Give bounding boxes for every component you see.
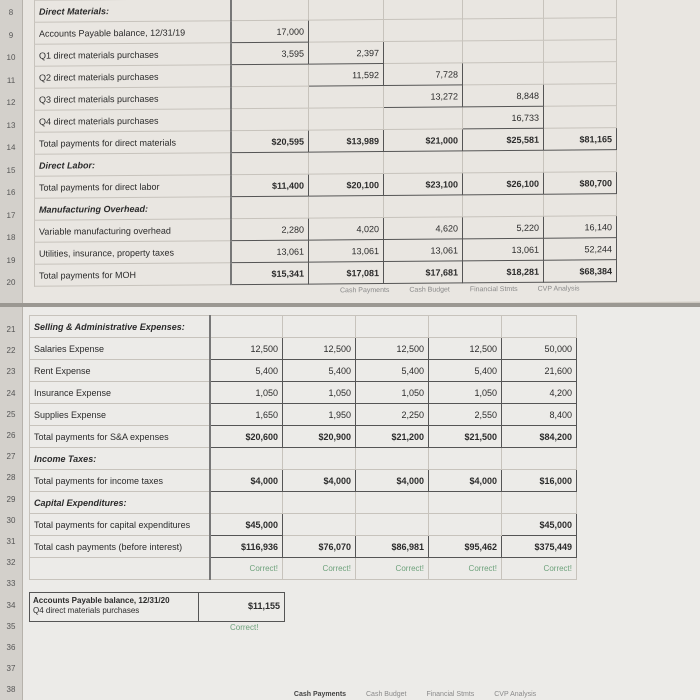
value-cell[interactable]: [429, 514, 502, 536]
value-cell[interactable]: 8,400: [502, 404, 577, 426]
value-cell[interactable]: [502, 316, 577, 338]
value-cell[interactable]: [544, 18, 617, 41]
row-number[interactable]: 29: [6, 494, 16, 504]
value-cell[interactable]: [210, 316, 283, 338]
value-cell[interactable]: [210, 448, 283, 470]
row-label-cell[interactable]: Q4 direct materials purchases: [35, 109, 231, 133]
value-cell[interactable]: 2,397: [309, 41, 384, 64]
row-label-cell[interactable]: Total payments for MOH: [35, 263, 231, 287]
cash-payments-grid-top: [34, 0, 617, 287]
row-number[interactable]: 38: [6, 685, 16, 695]
value-cell[interactable]: $76,070: [283, 536, 356, 558]
value-cell[interactable]: 13,061: [231, 240, 309, 263]
row-number[interactable]: 31: [6, 537, 16, 546]
value-cell[interactable]: 1,050: [210, 382, 283, 404]
value-cell[interactable]: [463, 150, 544, 173]
value-cell[interactable]: $375,449: [502, 536, 577, 558]
value-cell[interactable]: [429, 316, 502, 338]
row-number[interactable]: 21: [6, 325, 16, 334]
sheet-tab-bar-top: [340, 285, 598, 294]
value-cell[interactable]: 17,000: [231, 20, 309, 43]
ap-balance-label-box: [29, 592, 199, 622]
tab-hidden-left[interactable]: [250, 691, 252, 698]
value-cell[interactable]: 5,400: [210, 360, 283, 382]
value-cell[interactable]: [231, 86, 309, 109]
table-row: [30, 470, 577, 492]
table-row: [35, 260, 617, 287]
value-cell[interactable]: [502, 448, 577, 470]
value-cell[interactable]: $21,000: [384, 129, 463, 152]
tab-financial-stmts[interactable]: Financial Stmts: [426, 691, 475, 698]
table-row: [30, 316, 577, 338]
value-cell[interactable]: 12,500: [356, 338, 429, 360]
check-cell[interactable]: Correct!: [356, 558, 429, 580]
value-cell[interactable]: [463, 0, 544, 19]
table-row: [30, 360, 577, 382]
row-number[interactable]: 23: [6, 367, 16, 377]
value-cell[interactable]: [544, 40, 617, 63]
value-cell[interactable]: [309, 19, 384, 42]
value-cell[interactable]: $45,000: [210, 514, 283, 536]
ap-q4-label: Q4 direct materials purchases: [33, 606, 140, 615]
value-cell[interactable]: [384, 19, 463, 42]
row-label-cell[interactable]: Direct Materials:: [35, 0, 231, 22]
row-number[interactable]: 36: [6, 643, 16, 652]
value-cell[interactable]: [384, 0, 463, 19]
tab-cvp-analysis[interactable]: CVP Analysis: [494, 691, 537, 698]
value-cell[interactable]: [544, 106, 617, 129]
value-cell[interactable]: 1,650: [210, 404, 283, 426]
row-number[interactable]: 13: [6, 120, 16, 130]
ap-balance-label: Accounts Payable balance, 12/31/20: [33, 596, 170, 605]
value-cell[interactable]: [463, 40, 544, 63]
row-number[interactable]: 25: [6, 409, 16, 419]
value-cell[interactable]: 1,950: [283, 404, 356, 426]
value-cell[interactable]: [384, 195, 463, 218]
value-cell[interactable]: [463, 194, 544, 217]
table-row: [30, 382, 577, 404]
value-cell[interactable]: 50,000: [502, 338, 577, 360]
value-cell[interactable]: [544, 84, 617, 107]
check-cell[interactable]: Correct!: [210, 558, 283, 580]
value-cell[interactable]: [544, 194, 617, 217]
value-cell[interactable]: [309, 107, 384, 130]
table-row: [30, 558, 577, 580]
row-number[interactable]: 10: [6, 52, 16, 62]
value-cell[interactable]: $13,989: [309, 129, 384, 152]
row-number[interactable]: 34: [6, 600, 16, 610]
value-cell[interactable]: $20,100: [309, 173, 384, 196]
row-label-cell[interactable]: Total payments for S&A expenses: [30, 426, 210, 448]
value-cell[interactable]: [429, 492, 502, 514]
ap-balance-value: $11,155: [247, 601, 280, 611]
value-cell[interactable]: [231, 152, 309, 175]
row-number[interactable]: 12: [6, 97, 16, 107]
value-cell[interactable]: [231, 196, 309, 219]
value-cell[interactable]: [231, 64, 309, 87]
row-label-cell[interactable]: Capital Expenditures:: [30, 492, 210, 514]
row-label-cell[interactable]: Variable manufacturing overhead: [35, 219, 231, 243]
value-cell[interactable]: 8,848: [463, 84, 544, 107]
value-cell[interactable]: [283, 514, 356, 536]
table-row: [30, 338, 577, 360]
value-cell[interactable]: $68,384: [544, 260, 617, 283]
value-cell[interactable]: [283, 492, 356, 514]
table-row: [30, 404, 577, 426]
tab-cash-budget[interactable]: Cash Budget: [366, 691, 407, 698]
row-label-cell[interactable]: Total payments for direct labor: [35, 175, 231, 199]
row-label-cell[interactable]: Accounts Payable balance, 12/31/19: [35, 21, 231, 45]
upper-sheet-pane: [0, 0, 700, 307]
value-cell[interactable]: $20,900: [283, 426, 356, 448]
value-cell[interactable]: $21,200: [356, 426, 429, 448]
ap-check-text: Correct!: [230, 623, 259, 632]
value-cell[interactable]: $15,341: [231, 262, 309, 285]
row-number[interactable]: 8: [8, 7, 14, 17]
value-cell[interactable]: [309, 85, 384, 108]
value-cell[interactable]: $116,936: [210, 536, 283, 558]
value-cell[interactable]: 1,050: [356, 382, 429, 404]
value-cell[interactable]: [544, 62, 617, 85]
value-cell[interactable]: 5,400: [356, 360, 429, 382]
value-cell[interactable]: 12,500: [429, 338, 502, 360]
row-number[interactable]: 9: [8, 30, 14, 40]
row-number[interactable]: 24: [6, 388, 16, 398]
check-cell[interactable]: Correct!: [502, 558, 577, 580]
row-number[interactable]: 37: [6, 664, 16, 674]
row-number[interactable]: 35: [6, 621, 16, 631]
value-cell[interactable]: [283, 316, 356, 338]
row-number[interactable]: 27: [6, 452, 16, 462]
row-number[interactable]: 17: [6, 210, 16, 220]
row-number[interactable]: 14: [6, 142, 16, 152]
row-number[interactable]: 33: [6, 579, 16, 589]
row-number[interactable]: 28: [6, 473, 16, 483]
value-cell[interactable]: $95,462: [429, 536, 502, 558]
value-cell[interactable]: [356, 316, 429, 338]
value-cell[interactable]: [356, 448, 429, 470]
value-cell[interactable]: $20,595: [231, 130, 309, 153]
value-cell[interactable]: 52,244: [544, 238, 617, 261]
row-label-cell[interactable]: Total cash payments (before interest): [30, 536, 210, 558]
row-label-cell[interactable]: Utilities, insurance, property taxes: [35, 241, 231, 265]
value-cell[interactable]: $16,000: [502, 470, 577, 492]
row-label-cell[interactable]: Selling & Administrative Expenses:: [30, 316, 210, 338]
lower-sheet-pane: [0, 307, 700, 700]
row-number[interactable]: 20: [6, 277, 16, 287]
sheet-tab-bar-bottom: [250, 691, 554, 698]
table-row: [30, 514, 577, 536]
value-cell[interactable]: 2,280: [231, 218, 309, 241]
row-number[interactable]: 15: [6, 165, 16, 175]
row-label-cell[interactable]: Q1 direct materials purchases: [35, 43, 231, 67]
value-cell[interactable]: [231, 0, 309, 21]
row-label-cell[interactable]: Salaries Expense: [30, 338, 210, 360]
row-label-cell[interactable]: Total payments for capital expenditures: [30, 514, 210, 536]
row-label-cell[interactable]: Rent Expense: [30, 360, 210, 382]
row-number[interactable]: 18: [6, 232, 16, 242]
value-cell[interactable]: $26,100: [463, 172, 544, 195]
value-cell[interactable]: [210, 492, 283, 514]
row-label-cell[interactable]: Insurance Expense: [30, 382, 210, 404]
value-cell[interactable]: $23,100: [384, 173, 463, 196]
value-cell[interactable]: [463, 62, 544, 85]
value-cell[interactable]: 4,020: [309, 217, 384, 240]
row-label-cell[interactable]: Total payments for income taxes: [30, 470, 210, 492]
value-cell[interactable]: [384, 151, 463, 174]
row-number[interactable]: 16: [6, 187, 16, 197]
value-cell[interactable]: 5,400: [283, 360, 356, 382]
check-cell[interactable]: Correct!: [429, 558, 502, 580]
value-cell[interactable]: $4,000: [210, 470, 283, 492]
value-cell[interactable]: $84,200: [502, 426, 577, 448]
value-cell[interactable]: 4,200: [502, 382, 577, 404]
row-number[interactable]: 30: [6, 515, 16, 525]
value-cell[interactable]: $45,000: [502, 514, 577, 536]
value-cell[interactable]: [309, 151, 384, 174]
value-cell[interactable]: 7,728: [384, 63, 463, 86]
value-cell[interactable]: 12,500: [210, 338, 283, 360]
row-label-cell[interactable]: Total payments for direct materials: [35, 131, 231, 155]
value-cell[interactable]: $17,681: [384, 261, 463, 284]
table-row: [30, 492, 577, 514]
value-cell[interactable]: [309, 0, 384, 20]
tab-cvp-analysis[interactable]: CVP Analysis: [537, 285, 580, 293]
value-cell[interactable]: [429, 448, 502, 470]
value-cell[interactable]: $80,700: [544, 172, 617, 195]
value-cell[interactable]: $18,281: [463, 260, 544, 283]
row-label-cell[interactable]: Supplies Expense: [30, 404, 210, 426]
row-label-cell[interactable]: Direct Labor:: [35, 153, 231, 177]
table-row: [30, 448, 577, 470]
value-cell[interactable]: $11,400: [231, 174, 309, 197]
value-cell[interactable]: [309, 195, 384, 218]
row-number[interactable]: 32: [6, 558, 16, 568]
value-cell[interactable]: 1,050: [429, 382, 502, 404]
value-cell[interactable]: $25,581: [463, 128, 544, 151]
value-cell[interactable]: 16,733: [463, 106, 544, 129]
value-cell[interactable]: [384, 107, 463, 130]
table-row: [30, 536, 577, 558]
row-label-cell[interactable]: Income Taxes:: [30, 448, 210, 470]
value-cell[interactable]: $17,081: [309, 261, 384, 284]
value-cell[interactable]: [231, 108, 309, 131]
value-cell[interactable]: 12,500: [283, 338, 356, 360]
value-cell[interactable]: 16,140: [544, 216, 617, 239]
value-cell[interactable]: [544, 150, 617, 173]
row-number[interactable]: 11: [6, 75, 16, 85]
value-cell[interactable]: 13,061: [309, 239, 384, 262]
value-cell[interactable]: 4,620: [384, 217, 463, 240]
tab-financial-stmts[interactable]: Financial Stmts: [469, 285, 518, 294]
value-cell[interactable]: 5,220: [463, 216, 544, 239]
value-cell[interactable]: 13,061: [463, 238, 544, 261]
tab-cash-payments[interactable]: Cash Payments: [340, 286, 390, 295]
row-number[interactable]: 26: [6, 431, 16, 440]
value-cell[interactable]: 2,250: [356, 404, 429, 426]
value-cell[interactable]: 13,061: [384, 239, 463, 262]
value-cell[interactable]: $21,500: [429, 426, 502, 448]
value-cell[interactable]: [502, 492, 577, 514]
cash-payments-grid-bottom: [29, 315, 577, 580]
ap-balance-value-box[interactable]: [198, 592, 285, 622]
tab-cash-budget[interactable]: Cash Budget: [409, 286, 450, 294]
value-cell[interactable]: 5,400: [429, 360, 502, 382]
value-cell[interactable]: 21,600: [502, 360, 577, 382]
tab-cash-payments[interactable]: Cash Payments: [293, 691, 347, 698]
value-cell[interactable]: [463, 18, 544, 41]
value-cell[interactable]: $4,000: [429, 470, 502, 492]
row-label-cell[interactable]: Q2 direct materials purchases: [35, 65, 231, 89]
value-cell[interactable]: [356, 514, 429, 536]
value-cell[interactable]: $20,600: [210, 426, 283, 448]
value-cell[interactable]: 3,595: [231, 42, 309, 65]
value-cell[interactable]: 11,592: [309, 63, 384, 86]
check-cell[interactable]: Correct!: [283, 558, 356, 580]
row-label-cell[interactable]: [30, 558, 210, 580]
value-cell[interactable]: [356, 492, 429, 514]
value-cell[interactable]: [544, 0, 617, 18]
value-cell[interactable]: $4,000: [356, 470, 429, 492]
row-label-cell[interactable]: Q3 direct materials purchases: [35, 87, 231, 111]
row-number[interactable]: 22: [6, 346, 16, 356]
value-cell[interactable]: [384, 41, 463, 64]
value-cell[interactable]: 1,050: [283, 382, 356, 404]
value-cell[interactable]: 13,272: [384, 85, 463, 108]
value-cell[interactable]: $86,981: [356, 536, 429, 558]
row-number[interactable]: 19: [6, 255, 16, 265]
value-cell[interactable]: [283, 448, 356, 470]
value-cell[interactable]: $81,165: [544, 128, 617, 151]
table-row: [30, 426, 577, 448]
value-cell[interactable]: 2,550: [429, 404, 502, 426]
row-label-cell[interactable]: Manufacturing Overhead:: [35, 197, 231, 221]
value-cell[interactable]: $4,000: [283, 470, 356, 492]
